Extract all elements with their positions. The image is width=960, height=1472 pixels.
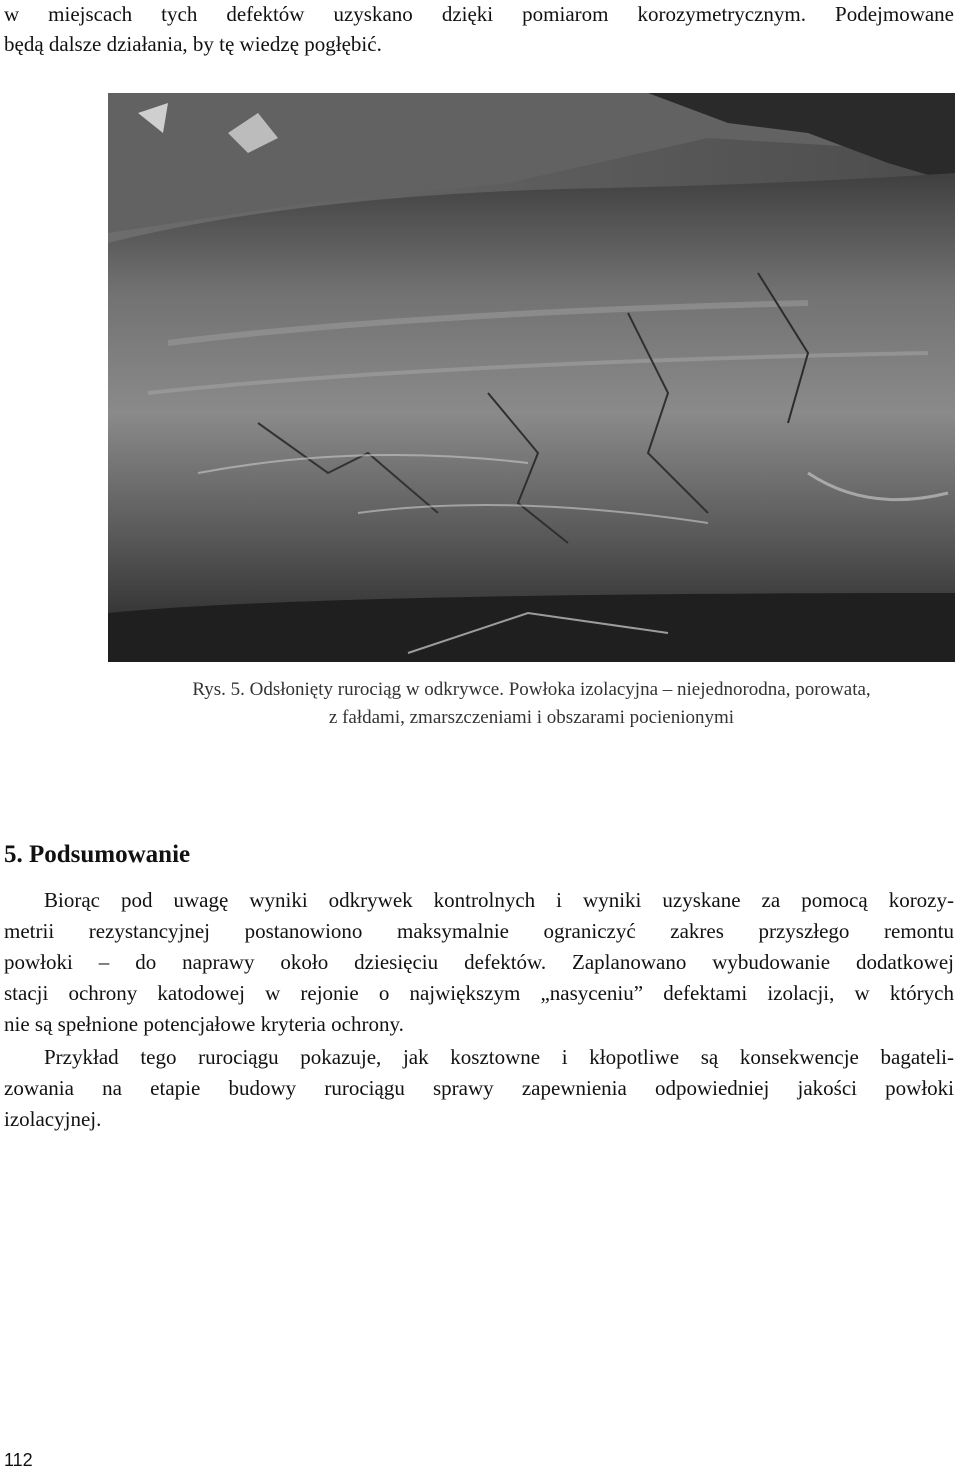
pipeline-photo	[108, 93, 955, 662]
intro-line-1: w miejscach tych defektów uzyskano dzięki pomiarom korozymetrycznym. Podejmowane	[4, 2, 954, 26]
pipeline-photo-image	[108, 93, 955, 662]
paragraph1-line-1: Biorąc pod uwagę wyniki odkrywek kontrolnych i wyniki uzyskane za pomocą korozy-	[44, 888, 954, 912]
intro-line-2: będą dalsze działania, by tę wiedzę pogłębić.	[4, 32, 382, 56]
paragraph2-line-3: izolacyjnej.	[4, 1107, 102, 1131]
paragraph2-line-2: zowania na etapie budowy rurociągu sprawy zapewnienia odpowiedniej jakości powłoki	[4, 1076, 954, 1100]
section-heading: 5. Podsumowanie	[4, 841, 191, 868]
paragraph1-line-2: metrii rezystancyjnej postanowiono maksymalnie ograniczyć zakres przyszłego remontu	[4, 919, 954, 943]
figure-caption-line-1: Rys. 5. Odsłonięty rurociąg w odkrywce. Powłoka izolacyjna – niejednorodna, porowata,	[192, 679, 871, 700]
paragraph1-line-3: powłoki – do naprawy około dziesięciu defektów. Zaplanowano wybudowanie dodatkowej	[4, 950, 954, 974]
paragraph2-line-1: Przykład tego rurociągu pokazuje, jak kosztowne i kłopotliwe są konsekwencje bagateli-	[44, 1045, 954, 1069]
paragraph1-line-4: stacji ochrony katodowej w rejonie o największym „nasyceniu” defektami izolacji, w których	[4, 981, 954, 1005]
paragraph1-line-5: nie są spełnione potencjałowe kryteria ochrony.	[4, 1012, 404, 1036]
figure-caption-line-2: z fałdami, zmarszczeniami i obszarami pocienionymi	[328, 707, 735, 728]
page-number: 112	[4, 1450, 33, 1470]
